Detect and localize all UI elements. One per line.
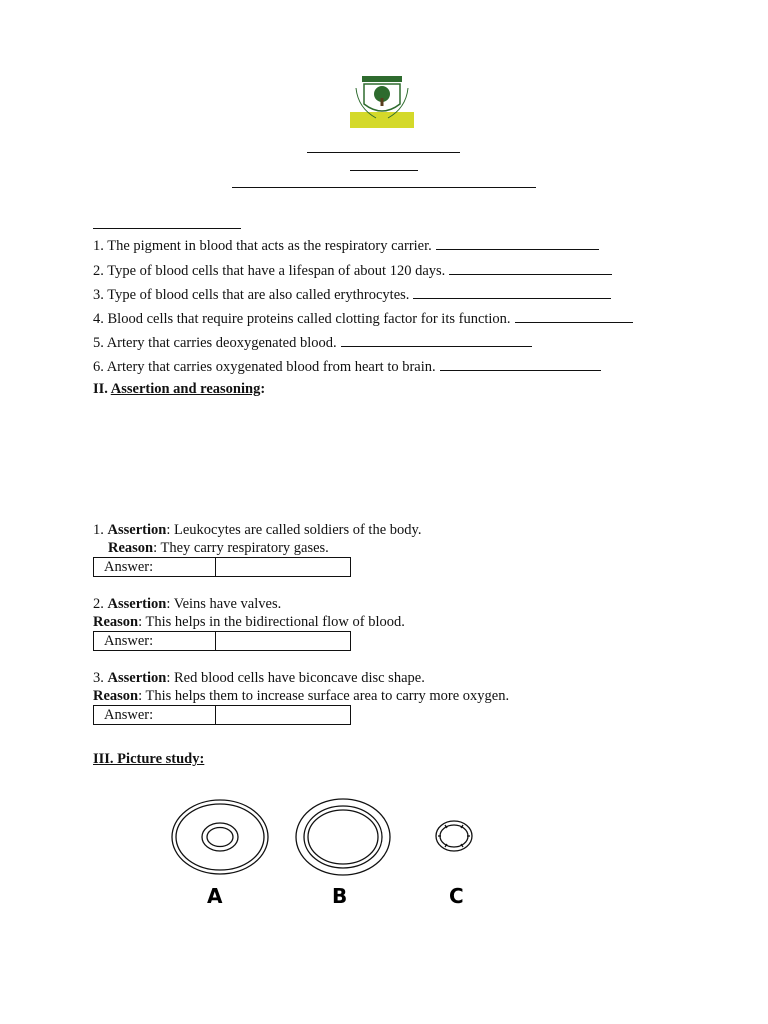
question-text: 5. Artery that carries deoxygenated blood. xyxy=(93,335,337,351)
answer-label: Answer: xyxy=(94,558,216,576)
section-2-title: Assertion and reasoning xyxy=(110,381,261,397)
answer-label: Answer: xyxy=(94,632,216,650)
question-text: 2. Type of blood cells that have a lifespan of about 120 days. xyxy=(93,263,446,279)
answer-blank[interactable] xyxy=(449,261,612,275)
blood-cell-diagram xyxy=(160,790,490,910)
item-number: 1. xyxy=(93,522,104,538)
answer-cell[interactable] xyxy=(217,632,350,650)
reason-2 xyxy=(93,613,405,631)
header-blank-line-3 xyxy=(232,187,536,188)
reason-text: : This helps them to increase surface area to carry more oxygen. xyxy=(138,688,510,704)
item-number: 3. xyxy=(93,670,104,686)
answer-blank[interactable] xyxy=(436,236,599,250)
cell-c-figure xyxy=(436,821,472,851)
reason-3 xyxy=(93,687,509,705)
section-2-colon: : xyxy=(260,381,266,397)
cell-label-c: C xyxy=(449,884,464,908)
section-2-number: II. xyxy=(93,381,108,397)
reason-text: : This helps in the bidirectional flow of blood. xyxy=(138,614,405,630)
answer-table-1 xyxy=(93,557,351,577)
answer-cell[interactable] xyxy=(217,706,350,724)
question-text: 6. Artery that carries oxygenated blood from heart to brain. xyxy=(93,359,436,375)
reason-label: Reason xyxy=(93,688,139,704)
answer-table-2 xyxy=(93,631,351,651)
cell-label-a: A xyxy=(207,884,223,908)
header-blank-line-2 xyxy=(350,170,418,171)
blood-cells-figure xyxy=(160,790,490,910)
answer-blank[interactable] xyxy=(515,309,633,323)
section-3-heading: III. Picture study: xyxy=(93,751,205,767)
assertion-text: : Leukocytes are called soldiers of the body. xyxy=(166,522,422,538)
reason-label: Reason xyxy=(108,540,154,556)
item-number: 2. xyxy=(93,596,104,612)
question-text: 4. Blood cells that require proteins called clotting factor for its function. xyxy=(93,311,511,327)
assertion-label: Assertion xyxy=(107,670,167,686)
question-text: 3. Type of blood cells that are also called erythrocytes. xyxy=(93,287,410,303)
school-crest-logo-icon xyxy=(350,74,414,128)
question-2 xyxy=(93,261,612,280)
answer-blank[interactable] xyxy=(413,285,611,299)
assertion-2 xyxy=(93,595,281,613)
assertion-1 xyxy=(93,521,421,539)
assertion-label: Assertion xyxy=(107,522,167,538)
assertion-text: : Red blood cells have biconcave disc shape. xyxy=(166,670,425,686)
assertion-3 xyxy=(93,669,425,687)
header-blank-line-1 xyxy=(307,152,460,153)
question-4 xyxy=(93,309,633,328)
school-logo xyxy=(350,74,414,128)
section-2-heading xyxy=(93,381,265,398)
cell-b-figure xyxy=(296,799,390,875)
reason-text: : They carry respiratory gases. xyxy=(153,540,329,556)
question-3 xyxy=(93,285,611,304)
answer-table-3 xyxy=(93,705,351,725)
section-1-heading-blank xyxy=(93,228,241,229)
answer-cell[interactable] xyxy=(217,558,350,576)
question-5 xyxy=(93,333,532,352)
answer-label: Answer: xyxy=(94,706,216,724)
assertion-label: Assertion xyxy=(107,596,167,612)
cell-label-b: B xyxy=(332,884,348,908)
question-6 xyxy=(93,357,601,376)
question-1 xyxy=(93,236,599,255)
reason-label: Reason xyxy=(93,614,139,630)
assertion-text: : Veins have valves. xyxy=(166,596,282,612)
question-text: 1. The pigment in blood that acts as the respiratory carrier. xyxy=(93,238,432,254)
cell-a-figure xyxy=(172,800,268,874)
reason-1 xyxy=(108,539,329,557)
answer-blank[interactable] xyxy=(341,333,532,347)
answer-blank[interactable] xyxy=(440,357,601,371)
